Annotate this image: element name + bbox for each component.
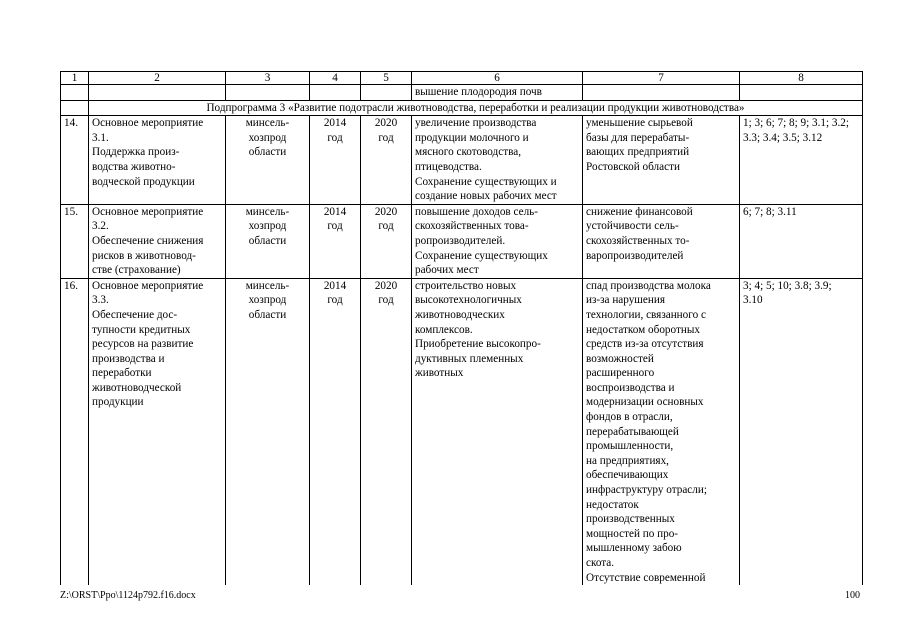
carry-over-row	[61, 85, 863, 101]
event-name: Основное мероприятие 3.3. Обеспечение дос- тупности кредитных ресурсов на развитие производства и переработки животноводческой продукции	[89, 278, 226, 585]
column-number: 4	[310, 72, 361, 85]
non-implementation-consequences: снижение финансовой устойчивости сель- скохозяйственных то- варопроизводителей	[583, 204, 740, 278]
expected-result: строительство новых высокотехнологичных животноводческих комплексов. Приобретение высокопро- дуктивных племенных животных	[412, 278, 583, 585]
subprogram-title: Подпрограмма 3 «Развитие подотрасли животноводства, переработки и реализации продукции животноводства»	[89, 100, 863, 116]
end-year: 2020 год	[361, 278, 412, 585]
expected-result: увеличение производства продукции молочного и мясного скотоводства, птицеводства. Сохранение существующих и создание новых рабочих мест	[412, 116, 583, 205]
empty-cell	[61, 85, 89, 101]
non-implementation-consequences: спад производства молока из-за нарушения технологии, связанного с недостатком оборотных средств из-за отсутствия возможностей расширенного воспроизводства и модернизации основных фондов в отрасли, перерабатывающей промышленности, на предприятиях, обеспечивающих инфраструктуру отрасли; недостаток производственных мощностей по про- мышленному забою скота. Отсутствие современной	[583, 278, 740, 585]
row-number: 15.	[61, 204, 89, 278]
footer-file-path: Z:\ORST\Ppo\1124p792.f16.docx	[60, 590, 196, 601]
subprogram-row	[61, 100, 863, 116]
column-number: 1	[61, 72, 89, 85]
executor: минсель- хозпрод области	[226, 116, 310, 205]
empty-cell	[740, 85, 863, 101]
event-name: Основное мероприятие 3.1. Поддержка произ- водства животно- водческой продукции	[89, 116, 226, 205]
table-row	[61, 278, 863, 585]
table-row	[61, 116, 863, 205]
column-number: 2	[89, 72, 226, 85]
page-number: 100	[845, 590, 860, 601]
start-year: 2014 год	[310, 116, 361, 205]
executor: минсель- хозпрод области	[226, 204, 310, 278]
related-indicators: 1; 3; 6; 7; 8; 9; 3.1; 3.2; 3.3; 3.4; 3.5; 3.12	[740, 116, 863, 205]
column-number: 5	[361, 72, 412, 85]
empty-cell	[89, 85, 226, 101]
empty-cell	[61, 100, 89, 116]
start-year: 2014 год	[310, 204, 361, 278]
empty-cell	[310, 85, 361, 101]
expected-result: повышение доходов сель- скохозяйственных това- ропроизводителей. Сохранение существующих рабочих мест	[412, 204, 583, 278]
carry-over-text: вышение плодородия почв	[412, 85, 583, 101]
row-number: 16.	[61, 278, 89, 585]
related-indicators: 3; 4; 5; 10; 3.8; 3.9; 3.10	[740, 278, 863, 585]
column-number: 3	[226, 72, 310, 85]
column-number-row	[61, 72, 863, 85]
end-year: 2020 год	[361, 116, 412, 205]
column-number: 8	[740, 72, 863, 85]
executor: минсель- хозпрод области	[226, 278, 310, 585]
empty-cell	[583, 85, 740, 101]
non-implementation-consequences: уменьшение сырьевой базы для перерабаты- вающих предприятий Ростовской области	[583, 116, 740, 205]
related-indicators: 6; 7; 8; 3.11	[740, 204, 863, 278]
start-year: 2014 год	[310, 278, 361, 585]
event-name: Основное мероприятие 3.2. Обеспечение снижения рисков в животновод- стве (страхование)	[89, 204, 226, 278]
column-number: 7	[583, 72, 740, 85]
table-row	[61, 204, 863, 278]
column-number: 6	[412, 72, 583, 85]
empty-cell	[226, 85, 310, 101]
row-number: 14.	[61, 116, 89, 205]
end-year: 2020 год	[361, 204, 412, 278]
empty-cell	[361, 85, 412, 101]
program-table	[60, 71, 863, 585]
